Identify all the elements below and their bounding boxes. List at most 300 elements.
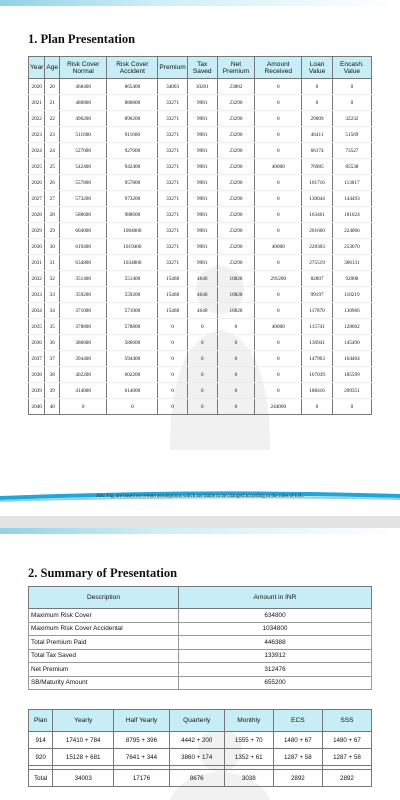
plan-cell: 23290 (217, 255, 255, 271)
plan-cell: 27 (45, 191, 60, 207)
plan-cell: 23290 (217, 207, 255, 223)
plan-cell: 21 (45, 95, 60, 111)
plan-cell: 557800 (60, 175, 107, 191)
plan-header-cell: Premium (158, 57, 187, 79)
plan-cell: 0 (217, 399, 255, 415)
plan-cell: 40 (45, 399, 60, 415)
table-row (29, 319, 372, 335)
plan-cell: 10828 (217, 271, 255, 287)
plan-cell: 29009 (302, 111, 333, 127)
plan-cell: 115741 (302, 319, 333, 335)
summary-description: Maximum Risk Cover Accidental (29, 622, 179, 636)
plan-cell: 4640 (187, 303, 217, 319)
premium-mode-table (28, 709, 372, 787)
plan-cell: 0 (217, 351, 255, 367)
plan-cell: 0 (158, 335, 187, 351)
plan-cell: 2026 (29, 175, 45, 191)
table-row (29, 622, 372, 636)
table-row (29, 175, 372, 191)
plan-cell: 39 (45, 383, 60, 399)
plan-cell: 2023 (29, 127, 45, 143)
plan-cell: 578800 (107, 319, 158, 335)
plan-presentation-title: 1. Plan Presentation (28, 32, 136, 46)
plan-cell: 588600 (60, 207, 107, 223)
plan-cell: 228303 (302, 239, 333, 255)
plan-cell: 0 (302, 79, 333, 95)
plan-presentation-table (28, 56, 372, 415)
plan-cell: 880800 (107, 95, 158, 111)
plan-cell: 2037 (29, 351, 45, 367)
premium-cell: 1287 + 58 (273, 749, 322, 766)
plan-header-cell: Encash. Value (332, 57, 371, 79)
total-cell: 3038 (224, 770, 273, 787)
plan-cell: 2038 (29, 367, 45, 383)
plan-cell: 0 (332, 79, 371, 95)
plan-cell: 0 (158, 367, 187, 383)
total-cell: 17176 (114, 770, 170, 787)
total-cell: 2892 (273, 770, 322, 787)
plan-cell: 359200 (60, 287, 107, 303)
plan-cell: 351400 (60, 271, 107, 287)
plan-cell: 571000 (107, 303, 158, 319)
premium-header-cell: Yearly (53, 710, 114, 732)
plan-cell: 414000 (60, 383, 107, 399)
plan-cell: 0 (255, 111, 302, 127)
plan-cell: 602200 (107, 367, 158, 383)
plan-cell: 9981 (187, 255, 217, 271)
plan-cell: 2024 (29, 143, 45, 159)
plan-cell: 2031 (29, 255, 45, 271)
plan-cell: 34003 (158, 79, 187, 95)
plan-cell: 0 (187, 383, 217, 399)
plan-cell: 23290 (217, 159, 255, 175)
plan-cell: 0 (217, 335, 255, 351)
plan-cell: 2022 (29, 111, 45, 127)
premium-cell: 8795 + 396 (114, 732, 170, 749)
plan-cell: 0 (302, 399, 333, 415)
plan-cell: 35 (45, 319, 60, 335)
plan-cell: 496200 (60, 111, 107, 127)
plan-cell: 28 (45, 207, 60, 223)
plan-cell: 253670 (332, 239, 371, 255)
plan-cell: 9981 (187, 95, 217, 111)
plan-cell: 586600 (107, 335, 158, 351)
plan-cell: 31 (45, 255, 60, 271)
plan-cell: 10828 (217, 287, 255, 303)
plan-cell: 22 (45, 111, 60, 127)
plan-cell: 1004000 (107, 223, 158, 239)
plan-cell: 101716 (302, 175, 333, 191)
premium-cell: 1480 + 67 (322, 732, 371, 749)
plan-cell: 402200 (60, 367, 107, 383)
plan-cell: 865400 (107, 79, 158, 95)
plan-cell: 0 (158, 351, 187, 367)
plan-header-cell: Risk Cover Accident (107, 57, 158, 79)
plan-cell: 144493 (332, 191, 371, 207)
premium-cell: 914 (29, 732, 53, 749)
table-row (29, 207, 372, 223)
total-cell: 34003 (53, 770, 114, 787)
premium-header-cell: Plan (29, 710, 53, 732)
plan-cell: 201660 (302, 223, 333, 239)
plan-cell: 23290 (217, 239, 255, 255)
plan-cell: 23290 (217, 111, 255, 127)
premium-header-cell: Quarterly (169, 710, 224, 732)
plan-cell: 604000 (60, 223, 107, 239)
summary-amount: 133912 (179, 649, 372, 663)
table-row (29, 663, 372, 677)
table-row (29, 749, 372, 766)
plan-cell: 181624 (332, 207, 371, 223)
plan-cell: 23290 (217, 127, 255, 143)
plan-cell: 0 (158, 399, 187, 415)
plan-cell: 9981 (187, 239, 217, 255)
plan-cell: 0 (158, 383, 187, 399)
page-top-accent (0, 0, 400, 6)
plan-cell: 9981 (187, 159, 217, 175)
plan-cell: 38 (45, 367, 60, 383)
summary-description: SB/Maturity Amount (29, 676, 179, 690)
premium-header-cell: ECS (273, 710, 322, 732)
plan-cell: 167039 (302, 367, 333, 383)
plan-cell: 29 (45, 223, 60, 239)
page-gap (0, 516, 400, 528)
table-row (29, 367, 372, 383)
plan-cell: 2040 (29, 399, 45, 415)
plan-cell: 0 (255, 223, 302, 239)
plan-cell: 9981 (187, 127, 217, 143)
plan-cell: 371000 (60, 303, 107, 319)
plan-cell: 76985 (302, 159, 333, 175)
plan-cell: 0 (217, 319, 255, 335)
plan-cell: 33 (45, 287, 60, 303)
plan-cell: 0 (255, 335, 302, 351)
plan-cell: 25 (45, 159, 60, 175)
premium-cell: 1287 + 58 (322, 749, 371, 766)
table-row (29, 239, 372, 255)
premium-cell: 1555 + 70 (224, 732, 273, 749)
summary-header-amount: Amount in INR (179, 587, 372, 609)
plan-cell: 9981 (187, 223, 217, 239)
plan-cell: 73527 (332, 143, 371, 159)
plan-cell: 164404 (332, 351, 371, 367)
plan-cell: 33271 (158, 143, 187, 159)
plan-cell: 9981 (187, 175, 217, 191)
plan-cell: 4640 (187, 271, 217, 287)
plan-cell: 619400 (60, 239, 107, 255)
plan-cell: 33271 (158, 207, 187, 223)
plan-cell: 0 (332, 399, 371, 415)
plan-cell: 0 (255, 143, 302, 159)
plan-cell: 188416 (302, 383, 333, 399)
plan-header-cell: Tax Saved (187, 57, 217, 79)
plan-cell: 0 (255, 191, 302, 207)
plan-cell: 2032 (29, 271, 45, 287)
plan-cell: 34 (45, 303, 60, 319)
plan-cell: 130966 (332, 303, 371, 319)
footer-swoosh (0, 484, 400, 514)
disclaimer-footnote: Abv. Fig. are based on certain assumptions which are liable to be changed according to the rules of LIC. (96, 494, 305, 499)
plan-cell: 110219 (332, 287, 371, 303)
plan-cell: 33271 (158, 223, 187, 239)
premium-cell: 17410 + 784 (53, 732, 114, 749)
plan-cell: 163461 (302, 207, 333, 223)
plan-cell: 224066 (332, 223, 371, 239)
plan-cell: 0 (107, 399, 158, 415)
plan-cell: 0 (255, 79, 302, 95)
plan-cell: 0 (187, 335, 217, 351)
plan-header-cell: Amount Received (255, 57, 302, 79)
plan-cell: 0 (255, 351, 302, 367)
plan-cell: 957800 (107, 175, 158, 191)
plan-header-cell: Risk Cover Normal (60, 57, 107, 79)
plan-cell: 896200 (107, 111, 158, 127)
plan-cell: 973200 (107, 191, 158, 207)
plan-header-cell: Net Premium (217, 57, 255, 79)
table-row (29, 303, 372, 319)
plan-cell: 634800 (60, 255, 107, 271)
table-row (29, 159, 372, 175)
plan-cell: 1019400 (107, 239, 158, 255)
plan-cell: 2029 (29, 223, 45, 239)
summary-amount: 312476 (179, 663, 372, 677)
plan-cell: 551400 (107, 271, 158, 287)
plan-cell: 0 (255, 175, 302, 191)
plan-cell: 911600 (107, 127, 158, 143)
premium-cell: 3860 + 174 (169, 749, 224, 766)
plan-cell: 306131 (332, 255, 371, 271)
total-cell: Total (29, 770, 53, 787)
plan-header-cell: Loan Value (302, 57, 333, 79)
plan-cell: 32 (45, 271, 60, 287)
plan-cell: 33271 (158, 159, 187, 175)
plan-cell: 927000 (107, 143, 158, 159)
plan-cell: 147963 (302, 351, 333, 367)
plan-cell: 33271 (158, 127, 187, 143)
premium-header-cell: Monthly (224, 710, 273, 732)
table-row (29, 399, 372, 415)
plan-cell: 117870 (302, 303, 333, 319)
total-row (29, 770, 372, 787)
plan-cell: 15468 (158, 271, 187, 287)
plan-cell: 0 (158, 319, 187, 335)
premium-cell: 1480 + 67 (273, 732, 322, 749)
plan-cell: 130044 (302, 191, 333, 207)
plan-cell: 2021 (29, 95, 45, 111)
plan-cell: 394400 (60, 351, 107, 367)
plan-cell: 573200 (60, 191, 107, 207)
plan-cell: 36 (45, 335, 60, 351)
plan-cell: 26 (45, 175, 60, 191)
plan-cell: 9981 (187, 111, 217, 127)
plan-cell: 23 (45, 127, 60, 143)
plan-cell: 9981 (187, 143, 217, 159)
plan-cell: 468400 (60, 79, 107, 95)
plan-cell: 0 (255, 287, 302, 303)
plan-cell: 275519 (302, 255, 333, 271)
table-row (29, 732, 372, 749)
plan-cell: 559200 (107, 287, 158, 303)
plan-cell: 2033 (29, 287, 45, 303)
table-row (29, 255, 372, 271)
premium-cell: 4442 + 200 (169, 732, 224, 749)
plan-cell: 15468 (158, 303, 187, 319)
plan-cell: 10201 (187, 79, 217, 95)
plan-cell: 23290 (217, 191, 255, 207)
plan-cell: 40000 (255, 159, 302, 175)
total-cell: 2892 (322, 770, 371, 787)
plan-cell: 0 (60, 399, 107, 415)
total-cell: 8676 (169, 770, 224, 787)
plan-cell: 37 (45, 351, 60, 367)
plan-cell: 542400 (60, 159, 107, 175)
plan-cell: 942400 (107, 159, 158, 175)
table-row (29, 335, 372, 351)
plan-cell: 0 (255, 207, 302, 223)
plan-cell: 378800 (60, 319, 107, 335)
table-row (29, 636, 372, 650)
plan-cell: 113017 (332, 175, 371, 191)
plan-cell: 128602 (332, 319, 371, 335)
plan-cell: 511600 (60, 127, 107, 143)
plan-cell: 30 (45, 239, 60, 255)
plan-cell: 209351 (332, 383, 371, 399)
plan-cell: 594400 (107, 351, 158, 367)
plan-cell: 92008 (332, 271, 371, 287)
plan-cell: 0 (187, 319, 217, 335)
plan-cell: 99197 (302, 287, 333, 303)
summary-title: 2. Summary of Presentation (28, 566, 178, 580)
summary-amount: 446388 (179, 636, 372, 650)
plan-cell: 2025 (29, 159, 45, 175)
plan-cell: 46411 (302, 127, 333, 143)
plan-cell: 0 (255, 367, 302, 383)
table-row (29, 143, 372, 159)
plan-cell: 32232 (332, 111, 371, 127)
plan-cell: 4640 (187, 287, 217, 303)
plan-cell: 23290 (217, 95, 255, 111)
table-row (29, 271, 372, 287)
plan-cell: 40000 (255, 239, 302, 255)
table-row (29, 383, 372, 399)
table-row (29, 287, 372, 303)
plan-cell: 1034800 (107, 255, 158, 271)
plan-cell: 0 (255, 383, 302, 399)
plan-cell: 23290 (217, 223, 255, 239)
summary-amount: 1034800 (179, 622, 372, 636)
summary-description: Maximum Risk Cover (29, 609, 179, 623)
plan-cell: 9981 (187, 207, 217, 223)
plan-cell: 66174 (302, 143, 333, 159)
plan-cell: 0 (255, 95, 302, 111)
summary-header-description: Description (29, 587, 179, 609)
plan-cell: 51569 (332, 127, 371, 143)
plan-cell: 85538 (332, 159, 371, 175)
plan-cell: 0 (255, 255, 302, 271)
plan-cell: 2039 (29, 383, 45, 399)
plan-cell: 386600 (60, 335, 107, 351)
plan-cell: 33271 (158, 95, 187, 111)
page-top-accent (0, 528, 400, 534)
premium-cell: 1352 + 61 (224, 749, 273, 766)
summary-description: Total Tax Saved (29, 649, 179, 663)
plan-cell: 0 (187, 351, 217, 367)
plan-cell: 40000 (255, 319, 302, 335)
plan-cell: 0 (187, 367, 217, 383)
plan-cell: 33271 (158, 191, 187, 207)
plan-cell: 0 (217, 367, 255, 383)
summary-amount: 655200 (179, 676, 372, 690)
plan-cell: 20 (45, 79, 60, 95)
premium-cell: 920 (29, 749, 53, 766)
table-row (29, 351, 372, 367)
table-row (29, 649, 372, 663)
plan-cell: 480800 (60, 95, 107, 111)
plan-cell: 33271 (158, 255, 187, 271)
table-row (29, 676, 372, 690)
table-row (29, 223, 372, 239)
plan-cell: 24 (45, 143, 60, 159)
plan-cell: 0 (332, 95, 371, 111)
plan-cell: 15468 (158, 287, 187, 303)
plan-cell: 527000 (60, 143, 107, 159)
plan-cell: 291200 (255, 271, 302, 287)
plan-cell: 2027 (29, 191, 45, 207)
plan-cell: 0 (255, 303, 302, 319)
table-row (29, 191, 372, 207)
premium-cell: 15128 + 681 (53, 749, 114, 766)
plan-cell: 244000 (255, 399, 302, 415)
plan-header-cell: Year (29, 57, 45, 79)
plan-cell: 33271 (158, 239, 187, 255)
plan-cell: 2020 (29, 79, 45, 95)
premium-header-cell: Half Yearly (114, 710, 170, 732)
plan-cell: 33271 (158, 175, 187, 191)
plan-cell: 988600 (107, 207, 158, 223)
plan-cell: 614000 (107, 383, 158, 399)
table-row (29, 111, 372, 127)
summary-description: Net Premium (29, 663, 179, 677)
plan-cell: 2035 (29, 319, 45, 335)
table-row (29, 95, 372, 111)
premium-cell: 7641 + 344 (114, 749, 170, 766)
plan-cell: 10828 (217, 303, 255, 319)
premium-header-cell: SSS (322, 710, 371, 732)
plan-cell: 185599 (332, 367, 371, 383)
plan-cell: 130941 (302, 335, 333, 351)
table-row (29, 127, 372, 143)
plan-cell: 0 (217, 383, 255, 399)
plan-cell: 0 (187, 399, 217, 415)
plan-cell: 23290 (217, 143, 255, 159)
plan-cell: 82807 (302, 271, 333, 287)
plan-cell: 2030 (29, 239, 45, 255)
plan-cell: 23802 (217, 79, 255, 95)
table-row (29, 609, 372, 623)
plan-cell: 145490 (332, 335, 371, 351)
plan-cell: 2036 (29, 335, 45, 351)
plan-cell: 2028 (29, 207, 45, 223)
plan-cell: 23290 (217, 175, 255, 191)
summary-amount: 634800 (179, 609, 372, 623)
plan-cell: 0 (255, 127, 302, 143)
plan-cell: 9981 (187, 191, 217, 207)
summary-table (28, 586, 372, 690)
plan-cell: 33271 (158, 111, 187, 127)
plan-cell: 2034 (29, 303, 45, 319)
table-row (29, 79, 372, 95)
plan-cell: 0 (302, 95, 333, 111)
